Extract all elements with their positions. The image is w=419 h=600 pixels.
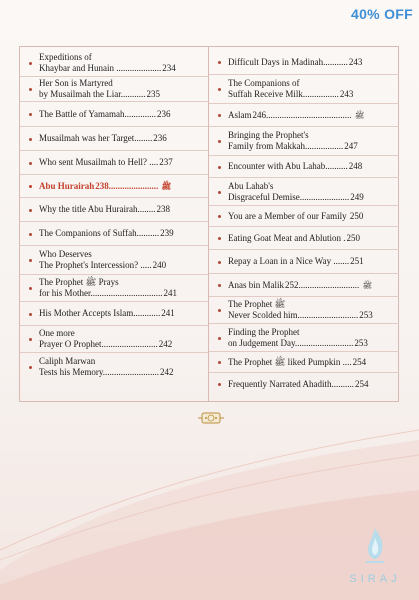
bullet-icon: [218, 191, 221, 194]
toc-entry: [20, 102, 208, 127]
toc-entry: [20, 302, 208, 326]
toc-page-number: 237: [159, 157, 173, 167]
toc-entry-title: The Prophet's Intercession?: [39, 260, 139, 270]
dot-leader: .........................: [101, 339, 158, 349]
toc-entry-title: Family from Makkah: [228, 141, 305, 151]
toc-entry-title-line: [228, 327, 393, 338]
bullet-icon: [218, 309, 221, 312]
toc-page-number: 234: [162, 63, 176, 73]
toc-entry-title: Khaybar and Hunain: [39, 63, 114, 73]
toc-entry-title-line: [228, 161, 393, 172]
bullet-icon: [29, 185, 32, 188]
toc-entry-title: Her Son is Martyred: [39, 78, 113, 88]
honorific-glyph: ﷺ: [362, 280, 373, 290]
toc-page-number: 253: [359, 310, 373, 320]
dot-leader: ................: [302, 89, 339, 99]
toc-page-number: 241: [161, 308, 175, 318]
toc-entry: [20, 222, 208, 246]
dot-leader: .................: [305, 141, 344, 151]
toc-entry-title: The Battle of Yamamah: [39, 108, 125, 119]
toc-entry: [209, 50, 399, 75]
toc-entry: [20, 353, 208, 381]
toc-entry-title: The Prophet ﷺ liked Pumpkin: [228, 356, 341, 367]
dot-leader: ....................: [113, 63, 162, 73]
siraj-logo: [340, 526, 410, 594]
toc-entry-title: Expeditions of: [39, 52, 92, 62]
toc-entry-title-line: [39, 89, 202, 100]
toc-entry-title-line: [39, 63, 202, 74]
toc-page-number: 247: [344, 141, 358, 151]
toc-entry: [20, 326, 208, 353]
toc-entry-title-line: [39, 157, 202, 168]
toc-entry-title: Caliph Marwan: [39, 356, 96, 366]
toc-entry-title-line: [228, 379, 393, 390]
toc-entry-title: Suffah Receive Milk: [228, 89, 303, 99]
dot-leader: ..........: [136, 228, 160, 238]
toc-page-number: 242: [158, 339, 173, 349]
toc-page-number: 254: [352, 356, 367, 367]
toc-page-number: 235: [146, 89, 160, 99]
toc-page-number: 254: [354, 378, 369, 389]
toc-entry-title-line: [39, 109, 202, 120]
dot-leader: ........: [137, 204, 156, 214]
toc-entry-title: Musailmah was her Target: [39, 133, 135, 143]
toc-entry-title-line: [39, 249, 202, 260]
toc-entry-title-line: [228, 141, 393, 152]
dot-leader: ......................: [299, 191, 350, 202]
toc-entry-title: Who sent Musailmah to Hell?: [39, 157, 147, 167]
toc-entry-title: Never Scolded him: [228, 310, 298, 320]
bullet-icon: [29, 338, 32, 341]
toc-entry: [209, 178, 399, 206]
dot-leader: ......................: [108, 180, 161, 191]
bullet-icon: [29, 138, 32, 141]
bullet-icon: [29, 287, 32, 290]
toc-entry-title: Bringing the Prophet's: [228, 130, 309, 140]
toc-entry-title: Eating Goat Meat and Ablution: [228, 232, 341, 243]
bullet-icon: [29, 88, 32, 91]
toc-entry: [209, 227, 399, 250]
toc-entry-title-line: [39, 367, 202, 378]
dot-leader: ....: [340, 356, 352, 367]
toc-entry: [209, 297, 399, 324]
toc-entry-title: You are a Member of our Family: [228, 210, 347, 221]
dot-leader: ..........: [325, 161, 348, 171]
toc-entry-title-line: [228, 181, 393, 192]
toc-entry-title-line: [39, 328, 202, 339]
bullet-icon: [218, 140, 221, 143]
toc-entry: [209, 373, 399, 395]
toc-entry-title: Tests his Memory: [39, 367, 103, 377]
toc-entry: [20, 127, 208, 151]
toc-entry-title: Frequently Narrated Ahadith: [228, 378, 332, 389]
bullet-icon: [29, 209, 32, 212]
toc-entry: [209, 156, 399, 178]
toc-entry-title-line: [228, 280, 393, 291]
toc-page-number: 236: [156, 108, 171, 119]
bullet-icon: [218, 383, 221, 386]
toc-page-number: 253: [354, 337, 368, 348]
bullet-icon: [218, 215, 221, 218]
toc-entry-title-line: [39, 356, 202, 367]
dot-leader: ...........: [120, 89, 146, 99]
bullet-icon: [218, 61, 221, 64]
toc-entry-title: Anas bin Malik: [228, 279, 284, 290]
toc-entry: [20, 77, 208, 102]
toc-entry-title-line: [39, 52, 202, 63]
toc-entry-title: Encounter with Abu Lahab: [228, 161, 326, 171]
toc-right-column: [209, 50, 399, 395]
dot-leader: .....: [138, 260, 152, 270]
toc-entry-title: Aslam: [228, 109, 252, 120]
toc-entry-title: Disgraceful Demise: [228, 191, 300, 202]
toc-entry-title-line: [39, 78, 202, 89]
bullet-icon: [29, 259, 32, 262]
toc-entry-title: Difficult Days in Madinah: [228, 56, 324, 67]
toc-entry-title-line: [39, 277, 202, 288]
toc-entry-title: Abu Lahab's: [228, 180, 274, 191]
toc-entry-title: The Prophet ﷺ Prays: [39, 277, 119, 287]
toc-entry-title-line: [39, 260, 202, 271]
toc-entry-title-line: [228, 211, 393, 222]
toc-entry-title: The Companions of: [228, 78, 300, 88]
dot-leader: ............: [133, 308, 161, 318]
toc-entry-title: Prayer O Prophet: [39, 339, 102, 349]
toc-page-number: 243: [339, 89, 354, 99]
bullet-icon: [218, 114, 221, 117]
toc-page-number: 243: [348, 56, 363, 67]
toc-entry-title: The Companions of Suffah: [39, 228, 137, 238]
honorific-glyph: ﷺ: [354, 110, 365, 120]
toc-entry-title-line: [39, 308, 202, 319]
toc-entry-title: Finding the Prophet: [228, 326, 300, 337]
toc-entry: [209, 206, 399, 227]
toc-entry-title-line: [39, 133, 202, 144]
bullet-icon: [29, 366, 32, 369]
bullet-icon: [218, 337, 221, 340]
toc-entry: [209, 75, 399, 104]
dot-leader: ..........................: [294, 337, 354, 348]
toc-entry-title-line: [228, 78, 393, 89]
toc-entry-title: One more: [39, 328, 75, 338]
bullet-icon: [218, 237, 221, 240]
toc-entry-title: The Prophet ﷺ: [228, 299, 286, 309]
bullet-icon: [218, 284, 221, 287]
bullet-icon: [29, 313, 32, 316]
toc-entry-title-line: [228, 299, 393, 310]
bullet-icon: [29, 162, 32, 165]
toc-page-number: 242: [160, 367, 174, 377]
toc-entry: [20, 198, 208, 222]
toc-entry: [209, 250, 399, 274]
toc-page-number: 251: [350, 256, 364, 266]
toc-entry-title-line: [228, 192, 393, 203]
toc-entry-title: on Judgement Day: [228, 337, 295, 348]
toc-page-number: 238: [156, 204, 170, 214]
toc-entry-title-line: [228, 233, 393, 244]
honorific-glyph: ﷺ: [161, 181, 172, 191]
toc-entry-title: for his Mother: [39, 288, 91, 298]
toc-page-number: 249: [350, 191, 364, 202]
dot-leader: ...........................: [298, 279, 362, 290]
toc-page-number: 240: [152, 260, 167, 270]
toc-entry-title-line: [228, 338, 393, 349]
discount-badge: 40% OFF: [350, 6, 413, 22]
flame-icon: [362, 526, 388, 566]
bullet-icon: [29, 113, 32, 116]
toc-page-number: 248: [348, 161, 363, 171]
dot-leader: .: [340, 232, 346, 243]
toc-entry-title-line: [39, 339, 202, 350]
bullet-icon: [29, 233, 32, 236]
toc-entry-title: Repay a Loan in a Nice Way: [228, 256, 332, 266]
toc-entry-title-line: [228, 89, 393, 100]
dot-leader: ..........: [331, 378, 354, 389]
bullet-icon: [29, 62, 32, 65]
toc-entry: [20, 175, 208, 198]
dot-leader: ....: [146, 157, 159, 167]
dot-leader: ..............: [124, 108, 156, 119]
toc-page-number: 238: [95, 180, 109, 191]
toc-page-number: 239: [160, 228, 174, 238]
dot-leader: .........................: [102, 367, 160, 377]
toc-page-number: 252: [285, 279, 299, 290]
toc-left-column: [20, 50, 208, 381]
toc-entry: [20, 246, 208, 275]
toc-entry-title-line: [228, 310, 393, 321]
bullet-icon: [218, 88, 221, 91]
dot-leader: ......................................: [266, 109, 354, 120]
toc-entry-title-line: [39, 204, 202, 215]
dot-leader: ................................: [90, 288, 163, 298]
toc-entry: [20, 151, 208, 175]
toc-entry-title-line: [228, 256, 393, 267]
toc-entry: [209, 352, 399, 373]
toc-page-number: 241: [163, 288, 177, 298]
bullet-icon: [218, 166, 221, 169]
dot-leader: ...........: [323, 56, 348, 67]
logo-wordmark: SIRAJ: [349, 573, 401, 585]
toc-page-number: 246: [252, 109, 266, 120]
toc-entry-title-line: [228, 357, 393, 368]
toc-entry-title-line: [228, 110, 393, 121]
toc-entry: [20, 275, 208, 302]
toc-entry-title-line: [39, 228, 202, 239]
toc-entry-title: Abu Hurairah: [39, 180, 95, 191]
toc-entry: [209, 104, 399, 127]
toc-page-number: 236: [153, 133, 167, 143]
toc-entry-title: Why the title Abu Hurairah: [39, 204, 138, 214]
toc-entry: [209, 324, 399, 352]
toc-entry: [209, 127, 399, 156]
bullet-icon: [218, 361, 221, 364]
dot-leader: .......: [331, 256, 350, 266]
toc-entry-title: His Mother Accepts Islam: [39, 308, 134, 318]
toc-entry: [20, 50, 208, 77]
dot-leader: [347, 211, 349, 221]
toc-page-number: 250: [349, 210, 364, 221]
dot-leader: ...........................: [297, 310, 359, 320]
bullet-icon: [218, 261, 221, 264]
toc-entry-title-line: [228, 130, 393, 141]
toc-entry-title-line: [39, 288, 202, 299]
toc-entry-title-line: [39, 181, 202, 192]
toc-entry-title: Who Deserves: [39, 249, 92, 259]
toc-entry: [209, 274, 399, 297]
toc-entry-title-line: [228, 57, 393, 68]
dot-leader: ........: [134, 133, 153, 143]
toc-page-number: 250: [346, 232, 360, 243]
toc-entry-title: by Musailmah the Liar: [39, 89, 121, 99]
